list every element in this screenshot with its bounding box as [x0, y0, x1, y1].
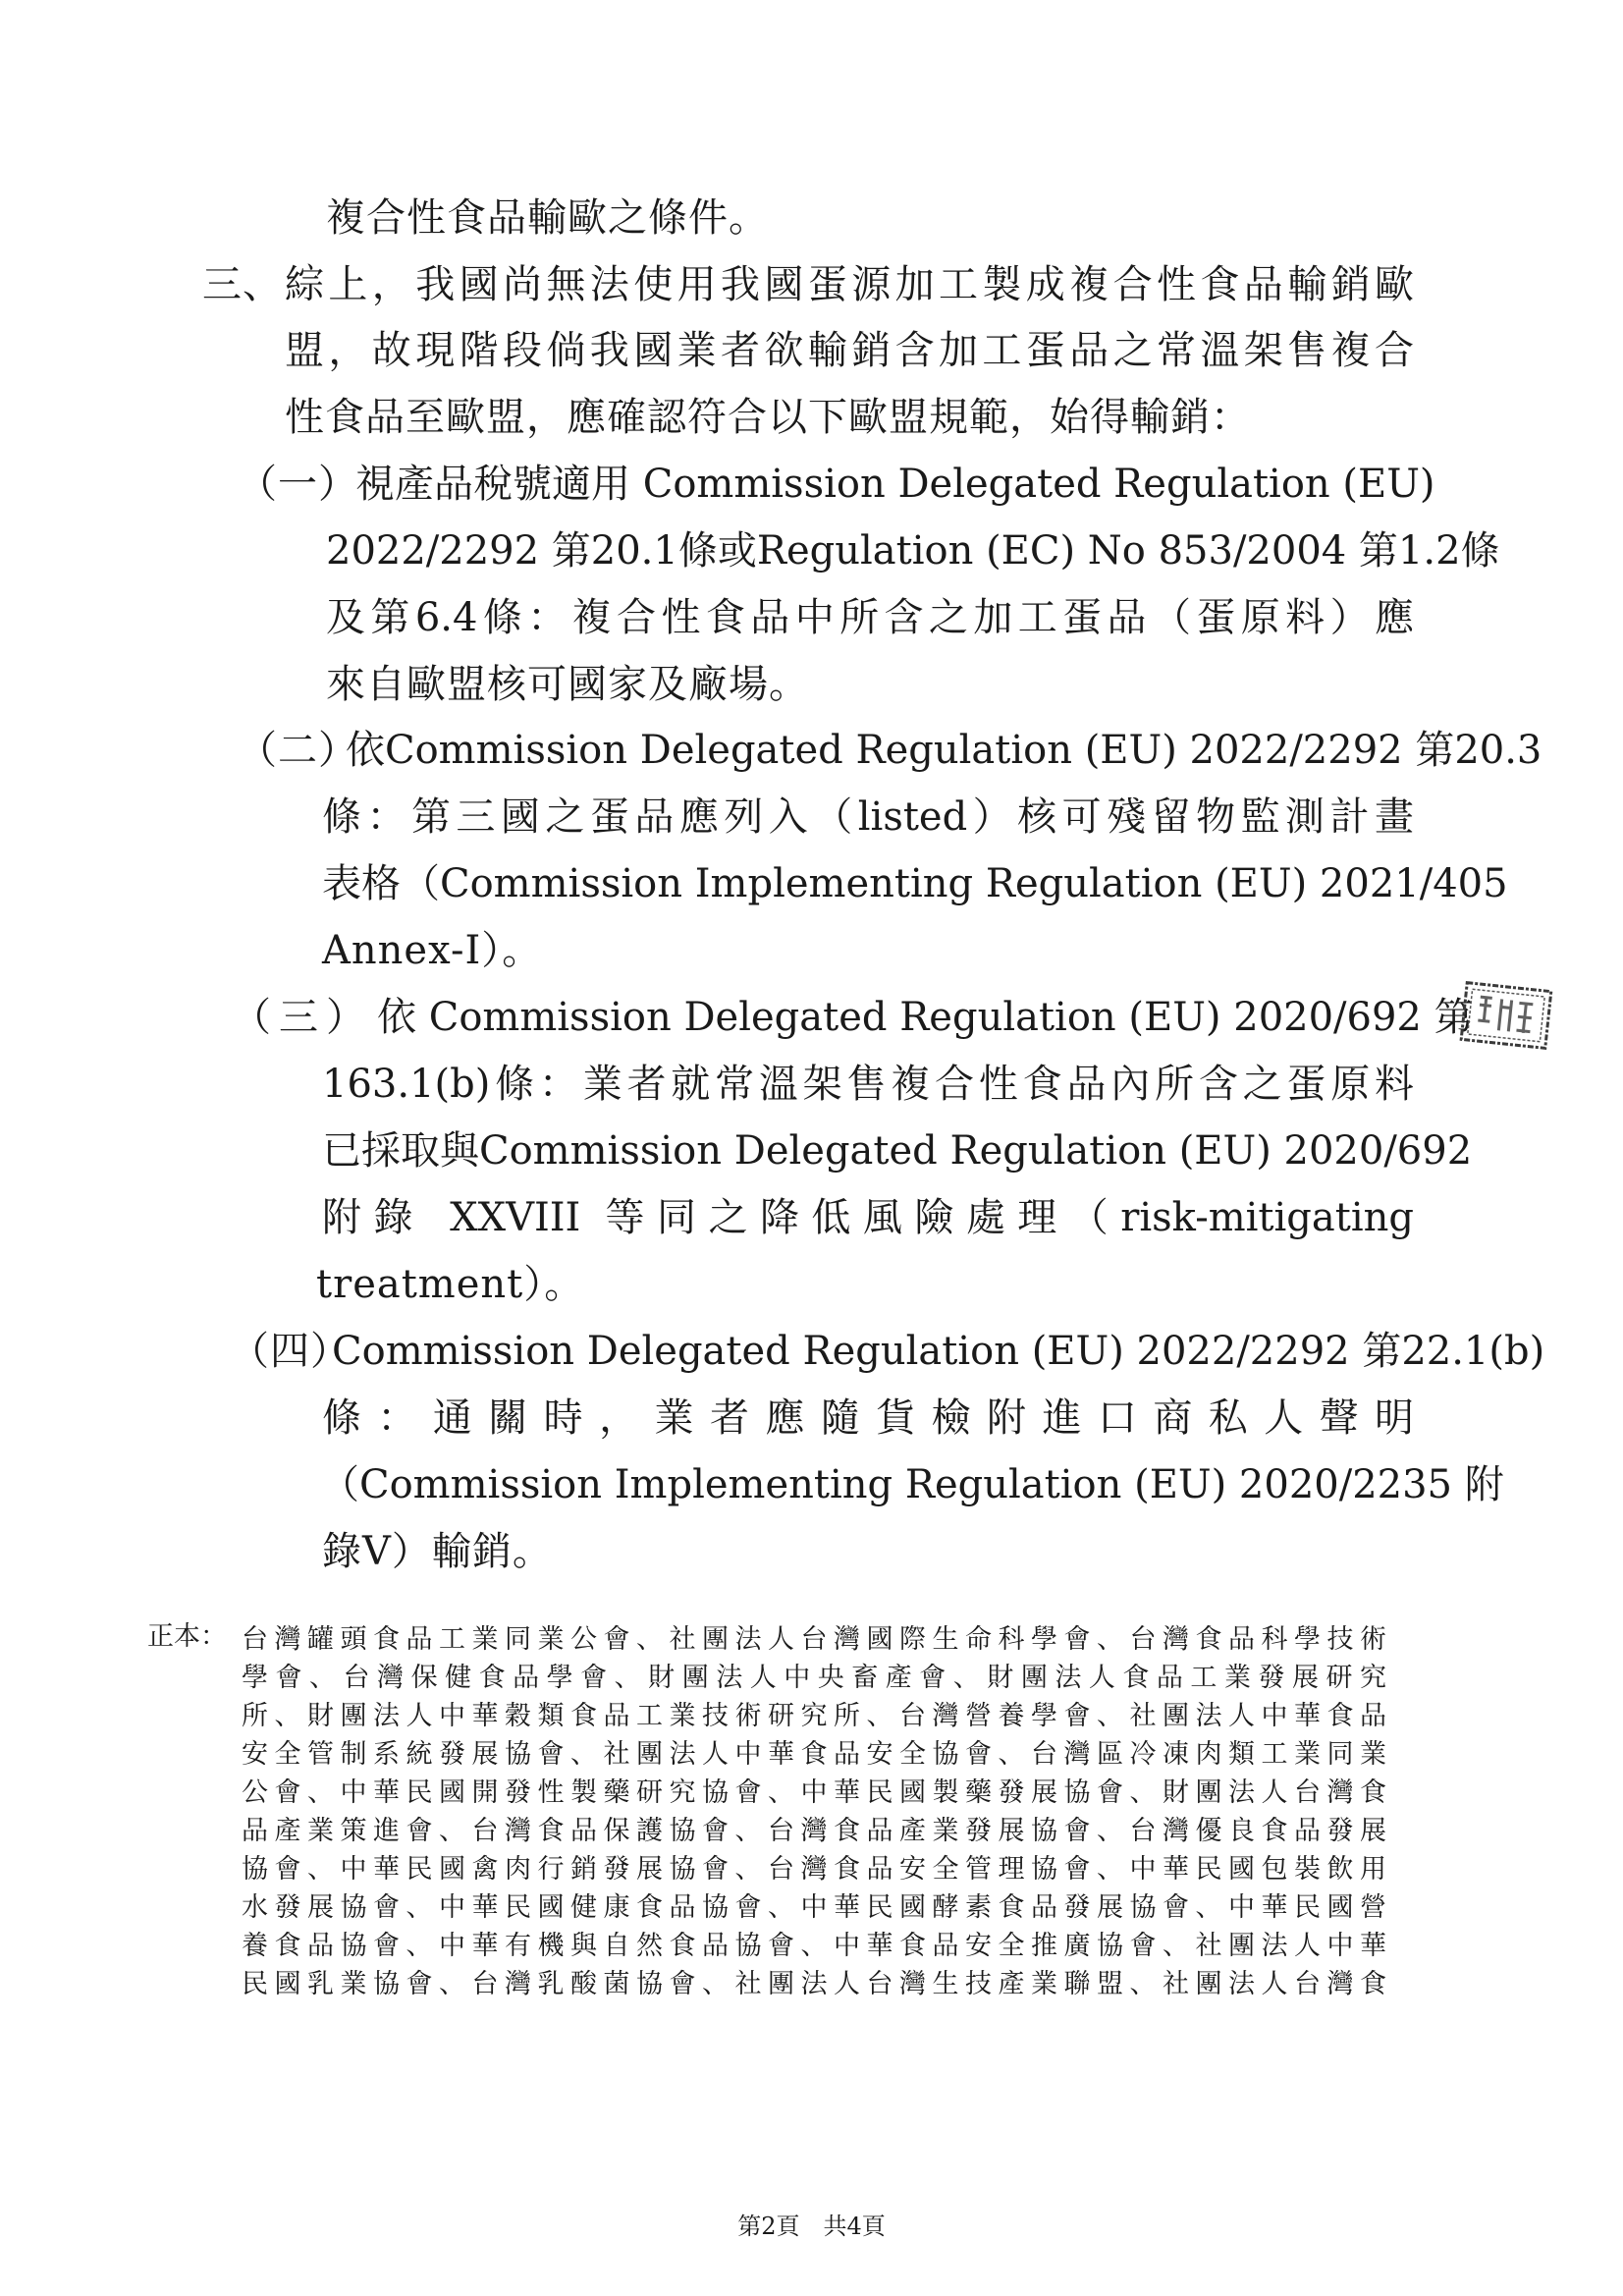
item-1-line-1: 視產品稅號適用 Commission Delegated Regulation (EU)	[355, 462, 1435, 507]
item-1-line-4: 來自歐盟核可國家及廠場。	[326, 662, 809, 707]
item-3-line-3: 已採取與Commission Delegated Regulation (EU) 2020/692	[322, 1128, 1473, 1174]
item-3-line-1: 依 Commission Delegated Regulation (EU) 2020/692 第	[377, 995, 1474, 1040]
section-3-marker: 三、	[202, 262, 283, 307]
copy-to-line: 水發展協會、中華民國健康食品協會、中華民國酵素食品發展協會、中華民國營	[242, 1892, 1386, 1923]
item-2-line-3: 表格（Commission Implementing Regulation (EU) 2021/405	[322, 861, 1508, 906]
item-2-line-1: 依Commission Delegated Regulation (EU) 2022/2292 第20.3	[346, 728, 1542, 773]
item-3-line-4: 附錄 XXVIII 等同之降低風險處理（risk-mitigating	[322, 1195, 1414, 1240]
item-2-line-2: 條：第三國之蛋品應列入（listed）核可殘留物監測計畫	[322, 794, 1414, 840]
item-4-line-4: 錄V）輸銷。	[322, 1529, 553, 1574]
copy-to-line: 台灣罐頭食品工業同業公會、社團法人台灣國際生命科學會、台灣食品科學技術	[242, 1624, 1386, 1655]
section-3-line-3: 性食品至歐盟，應確認符合以下歐盟規範，始得輸銷：	[285, 395, 1251, 440]
item-4-line-1: Commission Delegated Regulation (EU) 2022/2292 第22.1(b)	[332, 1329, 1545, 1374]
copy-to-line: 品產業策進會、台灣食品保護協會、台灣食品產業發展協會、台灣優良食品發展	[242, 1816, 1386, 1846]
body-line: 複合性食品輸歐之條件。	[326, 195, 769, 241]
copy-to-line: 民國乳業協會、台灣乳酸菌協會、社團法人台灣生技產業聯盟、社團法人台灣食	[242, 1969, 1386, 1999]
item-2-line-4: Annex-I）。	[322, 928, 543, 973]
copy-to-line: 協會、中華民國禽肉行銷發展協會、台灣食品安全管理協會、中華民國包裝飲用	[242, 1854, 1386, 1885]
copy-to-line: 學會、台灣保健食品學會、財團法人中央畜產會、財團法人食品工業發展研究	[242, 1663, 1386, 1693]
item-4-line-3: （Commission Implementing Regulation (EU) 2020/2235 附	[320, 1462, 1504, 1507]
item-4-line-2: 條：通關時，業者應隨貨檢附進口商私人聲明	[322, 1395, 1414, 1441]
copy-to-line: 安全管制系統發展協會、社團法人中華食品安全協會、台灣區冷凍肉類工業同業	[242, 1739, 1386, 1770]
item-1-line-3: 及第6.4條：複合性食品中所含之加工蛋品（蛋原料）應	[326, 595, 1414, 640]
seam-stamp-icon	[1458, 979, 1554, 1051]
item-4-marker: （四）	[230, 1329, 351, 1374]
item-2-marker: （二）	[238, 728, 358, 773]
copy-to-label: 正本：	[147, 1621, 227, 1652]
item-1-marker: （一）	[238, 462, 358, 507]
page-number: 第2頁 共4頁	[737, 2213, 886, 2240]
section-3-line-2: 盟，故現階段倘我國業者欲輸銷含加工蛋品之常溫架售複合	[285, 328, 1414, 373]
copy-to-line: 公會、中華民國開發性製藥研究協會、中華民國製藥發展協會、財團法人台灣食	[242, 1777, 1386, 1808]
item-3-line-5: treatment）。	[316, 1262, 585, 1307]
item-3-line-2: 163.1(b)條：業者就常溫架售複合性食品內所含之蛋原料	[322, 1062, 1414, 1107]
item-1-line-2: 2022/2292 第20.1條或Regulation (EC) No 853/2004 第1.2條	[326, 528, 1500, 574]
item-3-marker: （三）	[232, 995, 373, 1040]
section-3-line-1: 綜上，我國尚無法使用我國蛋源加工製成複合性食品輸銷歐	[285, 262, 1414, 307]
copy-to-line: 所、財團法人中華穀類食品工業技術研究所、台灣營養學會、社團法人中華食品	[242, 1701, 1386, 1731]
copy-to-line: 養食品協會、中華有機與自然食品協會、中華食品安全推廣協會、社團法人中華	[242, 1931, 1386, 1961]
